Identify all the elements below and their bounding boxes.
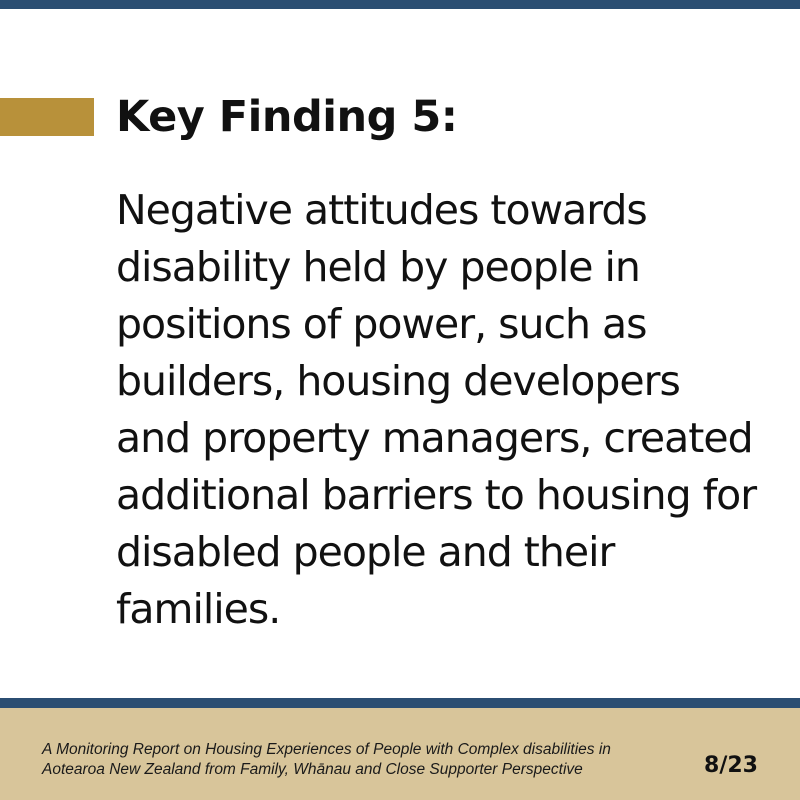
footer <box>0 708 800 800</box>
key-finding-heading: Key Finding 5: <box>116 92 458 142</box>
report-title-line-1: A Monitoring Report on Housing Experiences of People with Complex disabilities in <box>42 741 611 758</box>
top-border-bar <box>0 0 800 9</box>
page-number: 8/23 <box>704 753 758 778</box>
report-title-line-2: Aotearoa New Zealand from Family, Whānau and Close Supporter Perspective <box>42 761 583 778</box>
heading-accent-bar <box>0 98 94 136</box>
key-finding-text: Negative attitudes towards disability held by people in positions of power, such as builders, housing developers and property managers, created additional barriers to housing for disabled people and their families. <box>116 186 757 633</box>
footer-divider-bar <box>0 698 800 708</box>
